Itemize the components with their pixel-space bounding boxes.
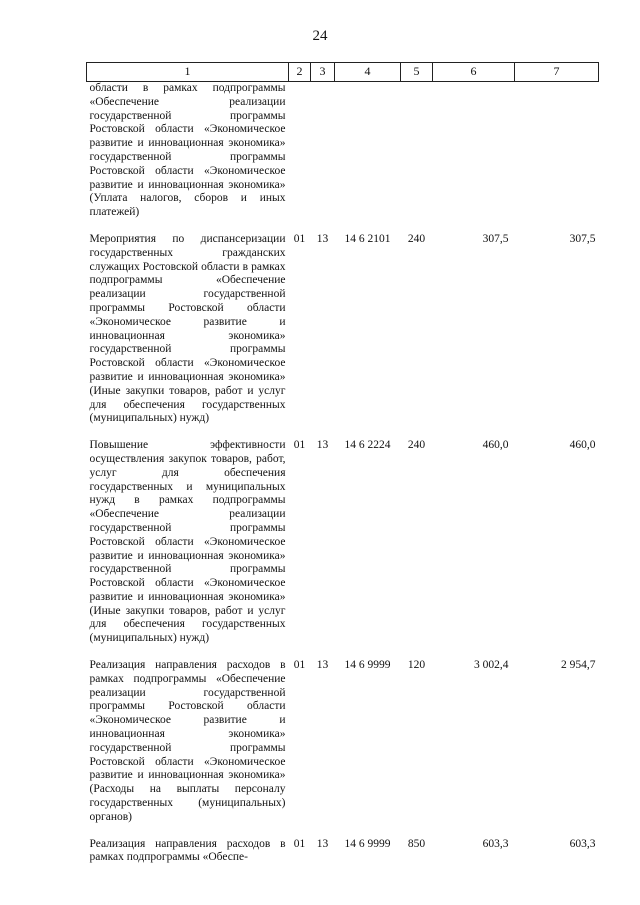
row-description: Повышение эффективности осуществления закупок товаров, работ, услуг для обеспечения государственных и муниципальных нужд в рамках подпрограммы «Обеспечение реализации государственной программы Ростовской области «Экономическое развитие и инновационная экономика» государственной программы Ростовской области «Экономическое развитие и инновационная экономика» (Иные закупки товаров, работ и услуг для обеспечения государственных (муниципальных) нужд) [89,439,286,645]
row-target-article: 14 6 9999 [344,837,391,850]
row-amount-2: 603,3 [569,837,596,850]
row-target-article [335,82,401,220]
column-header-7: 7 [515,63,599,82]
table-row [87,838,599,866]
row-expense-type: 120 [407,659,426,672]
row-expense-type: 850 [407,837,426,850]
page-number: 24 [312,28,328,44]
row-subsection-code: 13 [316,439,329,452]
row-section-code [289,82,311,220]
row-description: Реализация направления расходов в рамках подпрограммы «Обеспе- [89,837,286,864]
row-amount-2: 460,0 [569,439,596,452]
row-section-code: 01 [293,232,306,245]
column-header-2: 2 [289,63,311,82]
row-target-article: 14 6 2224 [344,439,391,452]
row-subsection-code: 13 [316,232,329,245]
row-expense-type: 240 [407,232,426,245]
table-row [87,439,599,646]
row-amount-2: 2 954,7 [561,659,596,672]
column-header-5: 5 [401,63,433,82]
table-row [87,233,599,426]
table-row [87,659,599,825]
row-description: Мероприятия по диспансеризации государственных гражданских служащих Ростовской области в рамках подпрограммы «Обеспечение реализации государственной программы Ростовской области «Экономическое развитие и инновационная экономика» государственной программы Ростовской области «Экономическое развитие и инновационная экономика» (Иные закупки товаров, работ и услуг для обеспечения государственных (муниципальных) нужд) [89,232,286,425]
row-subsection-code [311,82,335,220]
row-amount-1: 307,5 [482,232,509,245]
row-amount-1: 603,3 [482,837,509,850]
row-subsection-code: 13 [316,837,329,850]
column-header-3: 3 [311,63,335,82]
row-section-code: 01 [293,439,306,452]
row-description: Реализация направления расходов в рамках подпрограммы «Обеспечение реализации государственной программы Ростовской области «Экономическое развитие и инновационная экономика» государственной программы Ростовской области «Экономическое развитие и инновационная экономика» (Расходы на выплаты персоналу государственных (муниципальных) органов) [89,659,286,823]
row-amount-1 [433,82,515,220]
row-description: области в рамках подпрограммы «Обеспечение реализации государственной программы Ростовской области «Экономическое развитие и инновационная экономика» государственной программы Ростовской области «Экономическое развитие и инновационная экономика» (Уплата налогов, сборов и иных платежей) [89,82,286,219]
row-subsection-code: 13 [316,659,329,672]
row-expense-type [401,82,433,220]
row-amount-2: 307,5 [569,232,596,245]
column-header-6: 6 [433,63,515,82]
row-target-article: 14 6 9999 [344,659,391,672]
row-amount-1: 460,0 [482,439,509,452]
row-amount-2 [515,82,599,220]
row-expense-type: 240 [407,439,426,452]
column-header-4: 4 [335,63,401,82]
row-section-code: 01 [293,659,306,672]
row-target-article: 14 6 2101 [344,232,391,245]
column-header-1: 1 [87,63,289,82]
table-row [87,82,599,220]
table-header-row [87,63,599,82]
row-section-code: 01 [293,837,306,850]
row-amount-1: 3 002,4 [474,659,509,672]
budget-table [86,62,599,865]
